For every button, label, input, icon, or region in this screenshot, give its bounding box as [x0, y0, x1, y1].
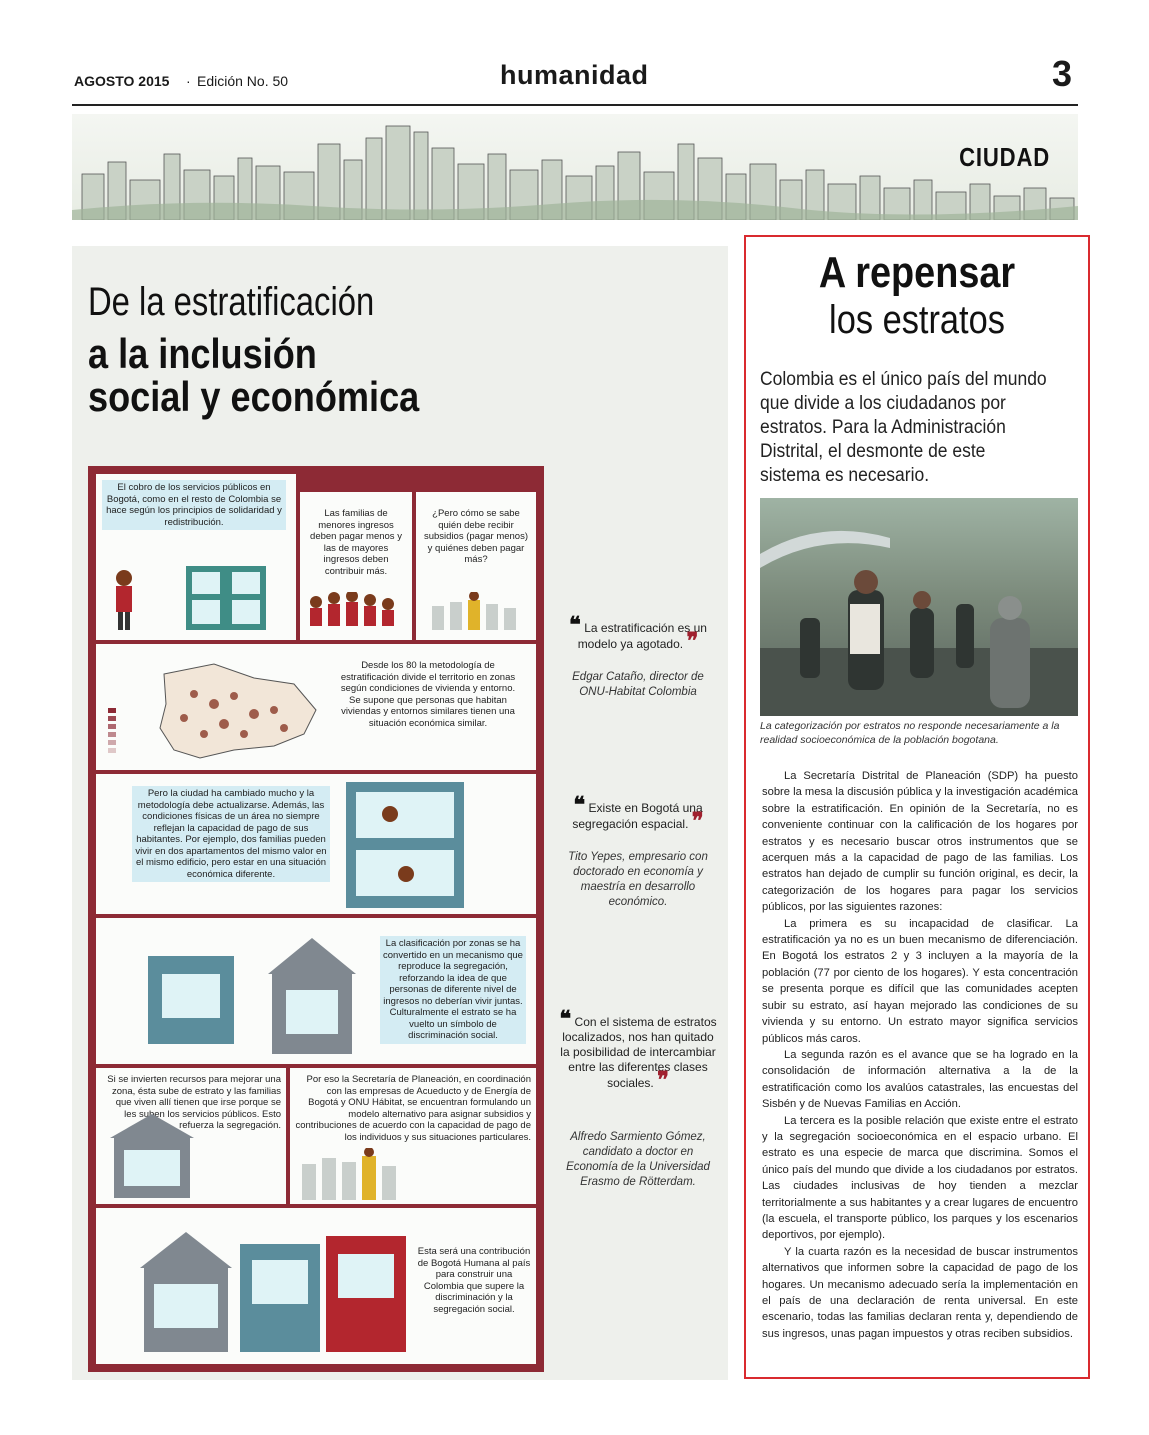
panel-7	[96, 1068, 286, 1204]
lead-line: estratos. Para la Administración	[760, 417, 1006, 438]
edition-number: Edición No. 50	[197, 73, 289, 89]
community-illustration	[298, 1148, 418, 1202]
panel-8	[290, 1068, 536, 1204]
close-quote-icon: ❞	[657, 1067, 669, 1092]
open-quote-icon: ❝	[573, 792, 586, 817]
photo-caption: La categorización por estratos no responde necesariamente a la realidad socioeconómica de la población bogotana.	[760, 720, 1060, 746]
question-people-illustration	[426, 592, 526, 636]
panel-2-text: Las familias de menores ingresos deben pagar menos y las de mayores ingresos deben contribuir más.	[310, 508, 402, 577]
feature-title-line1: De la estratificación	[88, 280, 375, 324]
upgraded-house-illustration	[104, 1108, 204, 1202]
panel-9	[96, 1208, 536, 1364]
panel-6-text: La clasificación por zonas se ha convertido en un mecanismo que reproduce la segregación, reforzando la idea de que personas de diferente nivel de ingresos no deberían vivir juntas. Culturalmente el estrato se ha vuelto un símbolo de discriminación social.	[380, 936, 526, 1044]
page-number: 3	[1052, 53, 1073, 94]
close-quote-icon: ❞	[691, 808, 704, 833]
quote-3-author: Alfredo Sarmiento Gómez, candidato a doctor en Economía de la Universidad Erasmo de Rötterdam.	[566, 1131, 710, 1188]
article-paragraph: La primera es su incapacidad de clasificar. La estratificación ya no es un buen mecanismo de diferenciación. En Bogotá los estratos 2 y 3 incluyen a la mayoría de la población (77 por ciento de los hogares). Y esta concentración se presenta porque es difícil que las comunidades acepten subir su estrato, así hayan mejorado las condiciones de su vivienda y su entorno. Un estrato mayor significa servicios públicos más caros.	[762, 917, 1078, 1045]
bogota-strata-map	[104, 654, 324, 764]
panel-9-text: Esta será una contribución de Bogotá Humana al país para construir una Colombia que supere la discriminación y la segregación social.	[417, 1246, 531, 1315]
header-rule	[72, 104, 1078, 106]
houses-segregation-illustration	[142, 934, 382, 1060]
article-paragraph: La Secretaría Distrital de Planeación (SDP) ha puesto sobre la mesa la discusión pública y la investigación académica sobre la estratificación. En opinión de la Secretaría, no es conveniente continuar con la calificación de los hogares por estratos y es necesario buscar otros instrumentos que se acerquen más a la capacidad de pago de las familias. Los estratos han dejado de cumplir su función original, es decir, la categorización de los hogares para pagar los servicios públicos, por las siguientes razones:	[762, 770, 1078, 914]
city-skyline-banner	[72, 114, 1078, 220]
panel-4	[96, 644, 536, 770]
panel-1	[96, 474, 296, 640]
feature-title-line3: social y económica	[88, 373, 420, 420]
open-quote-icon: ❝	[569, 612, 581, 637]
lead-line: sistema es necesario.	[760, 465, 930, 486]
quote-2	[558, 792, 718, 833]
family-house-illustration	[106, 560, 286, 636]
article-paragraph: La segunda razón es el avance que se ha logrado en la consolidación de información alternativa a la de la estratificación como los avalúos catastrales, las encuestas del Sisbén y de Nuevas Familias en Acción.	[762, 1048, 1078, 1111]
section-label: CIUDAD	[958, 142, 1050, 172]
article-paragraph: Y la cuarta razón es la necesidad de buscar instrumentos alternativos que informen sobre la capacidad de pago de los hogares. Un mecanismo adecuado sería la implementación en el país de una declaración de renta universal. En este escenario, todas las familias declaran renta y, dependiendo de sus ingresos, unas pagan impuestos y otras reciben subsidios.	[762, 1245, 1078, 1340]
street-crowd-photo	[760, 498, 1078, 716]
panel-2	[300, 492, 412, 640]
skyline-illustration	[72, 114, 1078, 220]
article-paragraph: La tercera es la posible relación que existe entre el estrato y la segregación socioeconómica en el espacio urbano. El estrato es una especie de marca que discrimina. Somos el único país del mundo que divide a los ciudadanos por estratos. Las ciudades inclusivas de hoy tienden a mezclar territorialmente a sus habitantes y a crear lugares de encuentro (la escuela, el transporte público, los parques y los escenarios deportivos, por ejemplo).	[762, 1114, 1078, 1242]
quote-3-text: Con el sistema de estratos localizados, nos han quitado la posibilidad de intercambiar entre las diferentes clases sociales.	[560, 1015, 717, 1090]
quote-2-text: Existe en Bogotá una segregación espacial.	[572, 801, 703, 831]
lead-line: que divide a los ciudadanos por	[760, 393, 1006, 414]
panel-3-text: ¿Pero cómo se sabe quién debe recibir subsidios (pagar menos) y quiénes deben pagar más?	[423, 508, 529, 565]
panel-4-text: Desde los 80 la metodología de estratificación divide el territorio en zonas según condiciones de vivienda y entorno. Se supone que personas que habitan viviendas y entornos similares tienen una situación económica similar.	[340, 660, 516, 729]
quote-2-author: Tito Yepes, empresario con doctorado en economía y maestría en desarrollo económico.	[568, 851, 708, 908]
article-title: A repensar	[818, 248, 1016, 297]
panel-1-text: El cobro de los servicios públicos en Bogotá, como en el resto de Colombia se hace según los principios de solidaridad y redistribución.	[102, 480, 286, 530]
panel-6	[96, 918, 536, 1064]
issue-date: AGOSTO 2015	[74, 73, 170, 89]
infographic	[88, 466, 544, 1372]
crowd-photo-illustration	[760, 498, 1078, 716]
panel-3	[416, 492, 536, 640]
quote-3	[558, 1006, 718, 1092]
inclusive-neighborhood-illustration	[120, 1218, 410, 1362]
close-quote-icon: ❞	[686, 628, 699, 653]
panel-7-text: Si se invierten recursos para mejorar una zona, ésta sube de estrato y las familias que viven allí tienen que irse porque se les suben los servicios públicos. Esto refuerza la segregación.	[107, 1074, 281, 1131]
families-illustration	[306, 592, 406, 636]
lead-line: Colombia es el único país del mundo	[760, 369, 1047, 390]
quote-1	[558, 612, 718, 653]
lead-line: Distrital, el desmonte de este	[760, 441, 986, 462]
quote-1-author: Edgar Cataño, director de ONU-Habitat Colombia	[572, 671, 704, 698]
article-subtitle: los estratos	[829, 298, 1005, 342]
quote-1-text: La estratificación es un modelo ya agotado.	[577, 621, 707, 651]
header-separator: ·	[186, 73, 191, 89]
panel-5	[96, 774, 536, 914]
article-body	[762, 768, 1078, 1342]
article-lead	[760, 368, 1076, 488]
panel-8-text: Por eso la Secretaría de Planeación, en coordinación con las empresas de Acueducto y de Energía de Bogotá y ONU Hábitat, se encuentran formulando un modelo alternativo para asignar subsidios y contribuciones de acuerdo con la capacidad de pago de los individuos y sus situaciones particulares.	[295, 1074, 531, 1143]
panel-5-text: Pero la ciudad ha cambiado mucho y la metodología debe actualizarse. Además, las condiciones físicas de un área no siempre reflejan la capacidad de pago de sus habitantes. Por ejemplo, dos familias pueden vivir en dos apartamentos del mismo valor en el mismo edificio, pero estar en una situación económica diferente.	[132, 786, 330, 882]
apartment-building-illustration	[342, 778, 472, 910]
open-quote-icon: ❝	[559, 1006, 572, 1031]
section-name: humanidad	[500, 60, 649, 90]
feature-title-line2: a la inclusión	[88, 330, 317, 377]
